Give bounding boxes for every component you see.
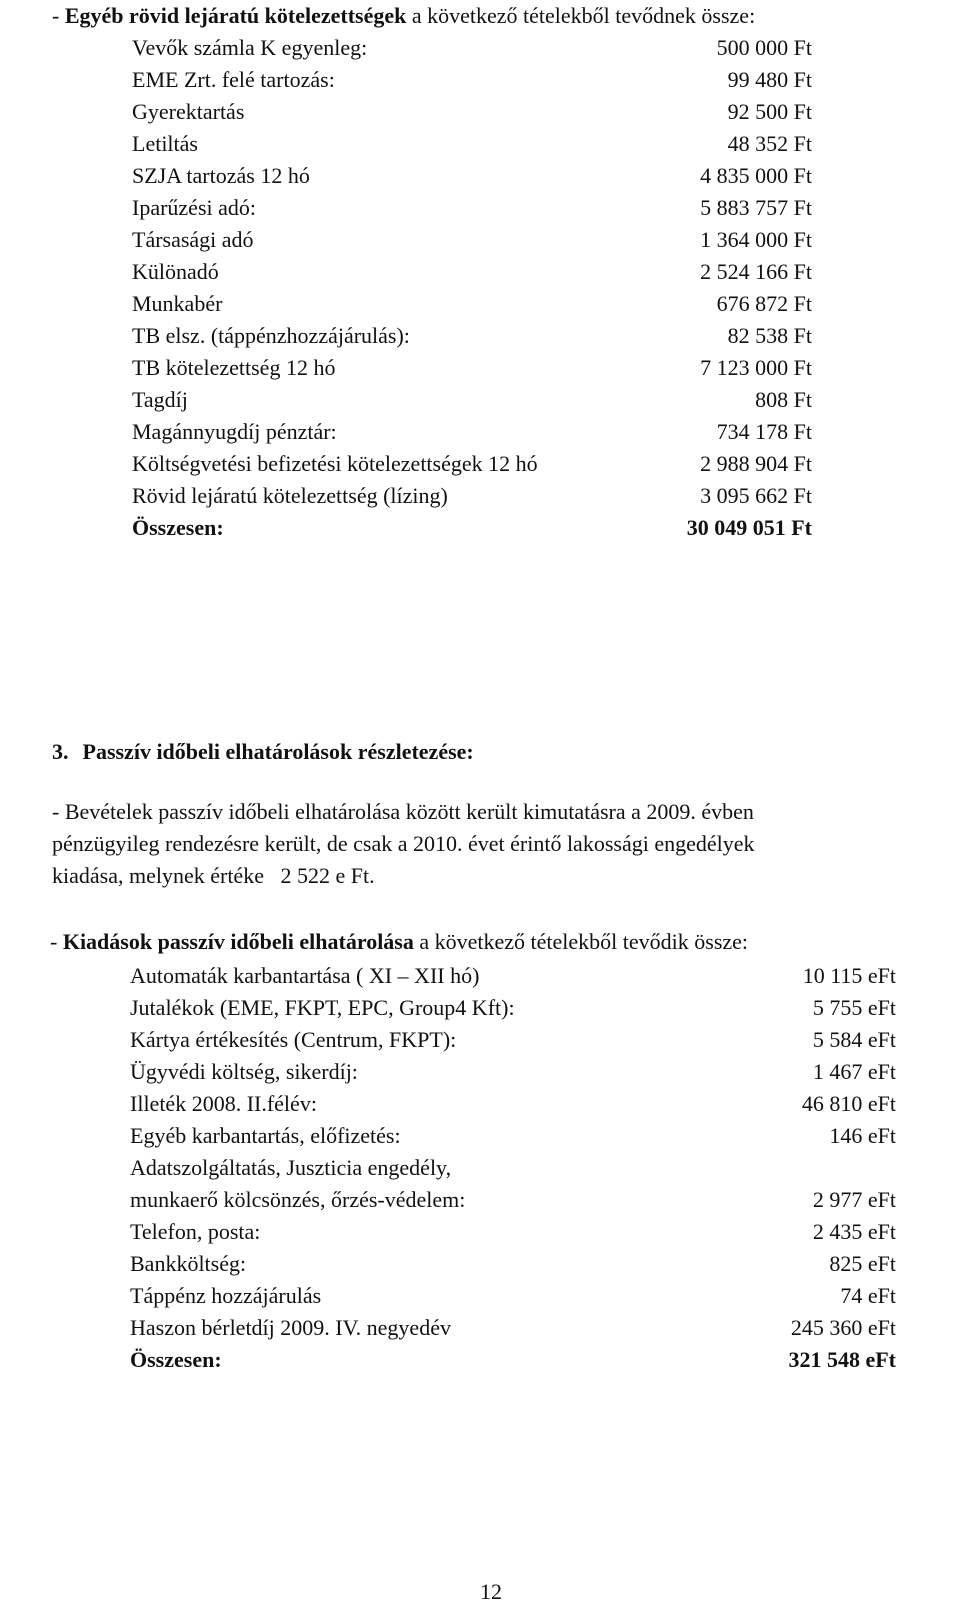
total-amount: 30 049 051 Ft (686, 515, 812, 540)
item-amount: 146 eFt (829, 1123, 896, 1148)
list-item (130, 1280, 896, 1312)
list-item (130, 1248, 896, 1280)
section3-intro (50, 926, 748, 958)
list-item (130, 1120, 896, 1152)
item-label: Ügyvédi költség, sikerdíj: (130, 1059, 358, 1084)
list-item (132, 160, 812, 192)
item-label: Tagdíj (132, 387, 188, 412)
item-label: Jutalékok (EME, FKPT, EPC, Group4 Kft): (130, 995, 515, 1020)
list-item (132, 480, 812, 512)
item-label: Munkabér (132, 291, 223, 316)
list-item (132, 224, 812, 256)
item-amount: 82 538 Ft (727, 323, 812, 348)
item-label: Táppénz hozzájárulás (130, 1283, 322, 1308)
list-item (130, 960, 896, 992)
item-label: Iparűzési adó: (132, 195, 256, 220)
total-row (132, 512, 812, 544)
item-label: Egyéb karbantartás, előfizetés: (130, 1123, 401, 1148)
item-amount: 74 eFt (840, 1283, 896, 1308)
item-amount: 5 883 757 Ft (700, 195, 812, 220)
item-amount: 48 352 Ft (727, 131, 812, 156)
list-item (130, 1312, 896, 1344)
item-label: Haszon bérletdíj 2009. IV. negyedév (130, 1315, 451, 1340)
list-item (130, 1216, 896, 1248)
paragraph-line: - Bevételek passzív időbeli elhatárolása között került kimutatásra a 2009. évben (52, 799, 754, 824)
item-amount: 10 115 eFt (802, 963, 896, 988)
list-item (132, 288, 812, 320)
item-label: Telefon, posta: (130, 1219, 261, 1244)
list-item (130, 1056, 896, 1088)
item-amount: 2 524 166 Ft (700, 259, 812, 284)
heading-text: Passzív időbeli elhatárolások részletezése: (82, 739, 474, 764)
total-amount: 321 548 eFt (788, 1347, 896, 1372)
item-amount: 676 872 Ft (716, 291, 812, 316)
item-amount: 825 eFt (829, 1251, 896, 1276)
item-label: Rövid lejáratú kötelezettség (lízing) (132, 483, 448, 508)
item-label: Illeték 2008. II.félév: (130, 1091, 317, 1116)
intro-rest: a következő tételekből tevődnek össze: (406, 3, 756, 28)
list-item (132, 64, 812, 96)
list-item (130, 1024, 896, 1056)
item-label: Automaták karbantartása ( XI – XII hó) (130, 963, 480, 988)
list-item (132, 352, 812, 384)
intro-dash: - (52, 3, 65, 28)
item-label: Gyerektartás (132, 99, 245, 124)
item-label: EME Zrt. felé tartozás: (132, 67, 335, 92)
list-item (132, 448, 812, 480)
list-item (132, 192, 812, 224)
list-item (130, 1088, 896, 1120)
paragraph-line: pénzügyileg rendezésre került, de csak a 2010. évet érintő lakossági engedélyek (52, 831, 755, 856)
intro-rest: a következő tételekből tevődik össze: (413, 929, 749, 954)
item-amount: 734 178 Ft (716, 419, 812, 444)
heading-number: 3. (52, 739, 69, 764)
item-amount: 2 435 eFt (812, 1219, 896, 1244)
section3-heading (52, 736, 474, 768)
item-amount: 46 810 eFt (801, 1091, 896, 1116)
item-label: TB kötelezettség 12 hó (132, 355, 336, 380)
item-amount: 3 095 662 Ft (700, 483, 812, 508)
item-amount: 500 000 Ft (716, 35, 812, 60)
section1-intro (52, 0, 755, 32)
item-amount: 2 977 eFt (812, 1187, 896, 1212)
item-amount: 808 Ft (755, 387, 812, 412)
item-label: Magánnyugdíj pénztár: (132, 419, 337, 444)
list-item (132, 256, 812, 288)
list-item (132, 320, 812, 352)
item-amount: 92 500 Ft (727, 99, 812, 124)
list-item (132, 384, 812, 416)
item-label: Különadó (132, 259, 219, 284)
page-number: 12 (480, 1579, 502, 1604)
list-item (130, 1184, 896, 1216)
item-label: TB elsz. (táppénzhozzájárulás): (132, 323, 410, 348)
paragraph-line: kiadása, melynek értéke 2 522 e Ft. (52, 863, 375, 888)
item-amount: 1 467 eFt (812, 1059, 896, 1084)
item-amount: 4 835 000 Ft (700, 163, 812, 188)
item-label: Adatszolgáltatás, Juszticia engedély, (130, 1155, 452, 1180)
item-amount: 5 755 eFt (812, 995, 896, 1020)
list-item (132, 32, 812, 64)
list-item (132, 128, 812, 160)
item-label: munkaerő kölcsönzés, őrzés-védelem: (130, 1187, 466, 1212)
item-amount: 7 123 000 Ft (700, 355, 812, 380)
item-label: Bankköltség: (130, 1251, 247, 1276)
item-amount: 99 480 Ft (727, 67, 812, 92)
item-label: Társasági adó (132, 227, 254, 252)
item-amount: 1 364 000 Ft (700, 227, 812, 252)
intro-bold: Kiadások passzív időbeli elhatárolása (62, 929, 414, 954)
item-label: Vevők számla K egyenleg: (132, 35, 368, 60)
total-row (130, 1344, 896, 1376)
total-label: Összesen: (132, 515, 224, 540)
list-item (132, 416, 812, 448)
item-label: Letiltás (132, 131, 198, 156)
item-amount: 2 988 904 Ft (700, 451, 812, 476)
total-label: Összesen: (130, 1347, 222, 1372)
intro-dash: - (50, 929, 63, 954)
intro-bold: Egyéb rövid lejáratú kötelezettségek (64, 3, 407, 28)
item-amount: 5 584 eFt (812, 1027, 896, 1052)
list-item (130, 992, 896, 1024)
list-item (132, 96, 812, 128)
item-label: Költségvetési befizetési kötelezettségek 12 hó (132, 451, 538, 476)
item-label: Kártya értékesítés (Centrum, FKPT): (130, 1027, 457, 1052)
item-amount: 245 360 eFt (790, 1315, 896, 1340)
list-item (130, 1152, 896, 1184)
item-label: SZJA tartozás 12 hó (132, 163, 310, 188)
